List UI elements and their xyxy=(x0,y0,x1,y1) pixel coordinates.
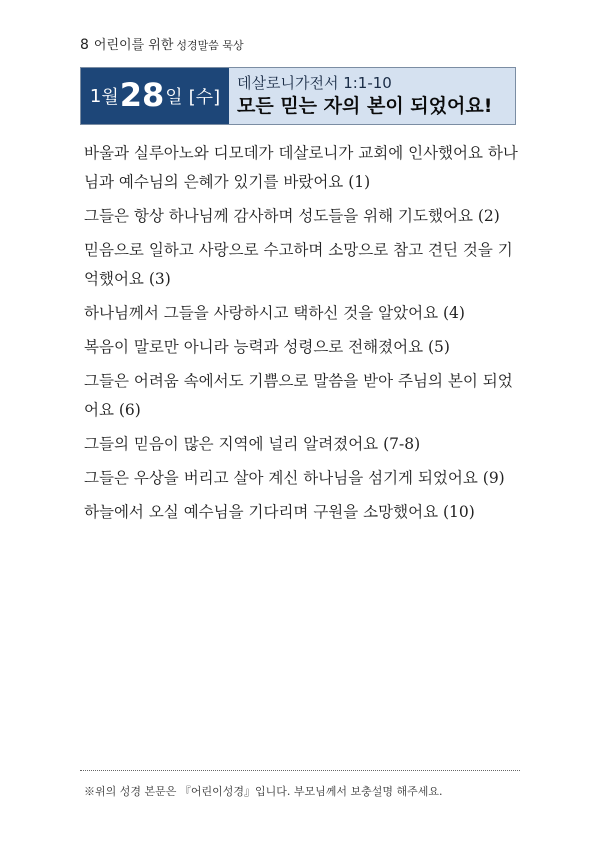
page-number: 8 xyxy=(80,37,89,53)
date-month: 1 xyxy=(89,85,102,107)
book-subtitle: 성경말씀 묵상 xyxy=(176,39,244,52)
footnote: ※위의 성경 본문은 『어린이성경』입니다. 부모님께서 보충설명 해주세요. xyxy=(84,785,443,798)
footnote-divider xyxy=(80,770,520,771)
verse-paragraph: 그들은 우상을 버리고 살아 계신 하나님을 섬기게 되었어요 (9) xyxy=(84,469,505,487)
verse-paragraph: 그들은 항상 하나님께 감사하며 성도들을 위해 기도했어요 (2) xyxy=(84,207,500,225)
verse-paragraph: 믿음으로 일하고 사랑으로 수고하며 소망으로 참고 견딘 것을 기억했어요 (3) xyxy=(84,241,513,288)
scripture-reference: 데살로니가전서 1:1-10 xyxy=(237,74,392,92)
verse-paragraph: 바울과 실루아노와 디모데가 데살로니가 교회에 인사했어요 하나님과 예수님의 은혜가 있기를 바랐어요 (1) xyxy=(84,144,518,191)
verse-paragraph: 하나님께서 그들을 사랑하시고 택하신 것을 알았어요 (4) xyxy=(84,304,465,322)
date-block xyxy=(81,68,229,124)
verse-paragraph: 그들의 믿음이 많은 지역에 널리 알려졌어요 (7-8) xyxy=(84,435,421,453)
scripture-block xyxy=(229,68,515,124)
date-month-unit: 월 xyxy=(101,87,119,108)
running-header xyxy=(80,34,244,53)
date-day-unit: 일 xyxy=(165,87,183,108)
verse-list xyxy=(84,139,520,532)
verse-paragraph: 그들은 어려움 속에서도 기쁨으로 말씀을 받아 주님의 본이 되었어요 (6) xyxy=(84,372,513,419)
date-day: 28 xyxy=(119,76,165,114)
verse-paragraph: 복음이 말로만 아니라 능력과 성령으로 전해졌어요 (5) xyxy=(84,338,450,356)
devotion-title-box xyxy=(80,67,516,125)
verse-paragraph: 하늘에서 오실 예수님을 기다리며 구원을 소망했어요 (10) xyxy=(84,503,475,521)
devotion-headline: 모든 믿는 자의 본이 되었어요! xyxy=(237,95,493,117)
book-title: 어린이를 위한 xyxy=(93,38,174,53)
date-weekday: [수] xyxy=(188,87,221,108)
